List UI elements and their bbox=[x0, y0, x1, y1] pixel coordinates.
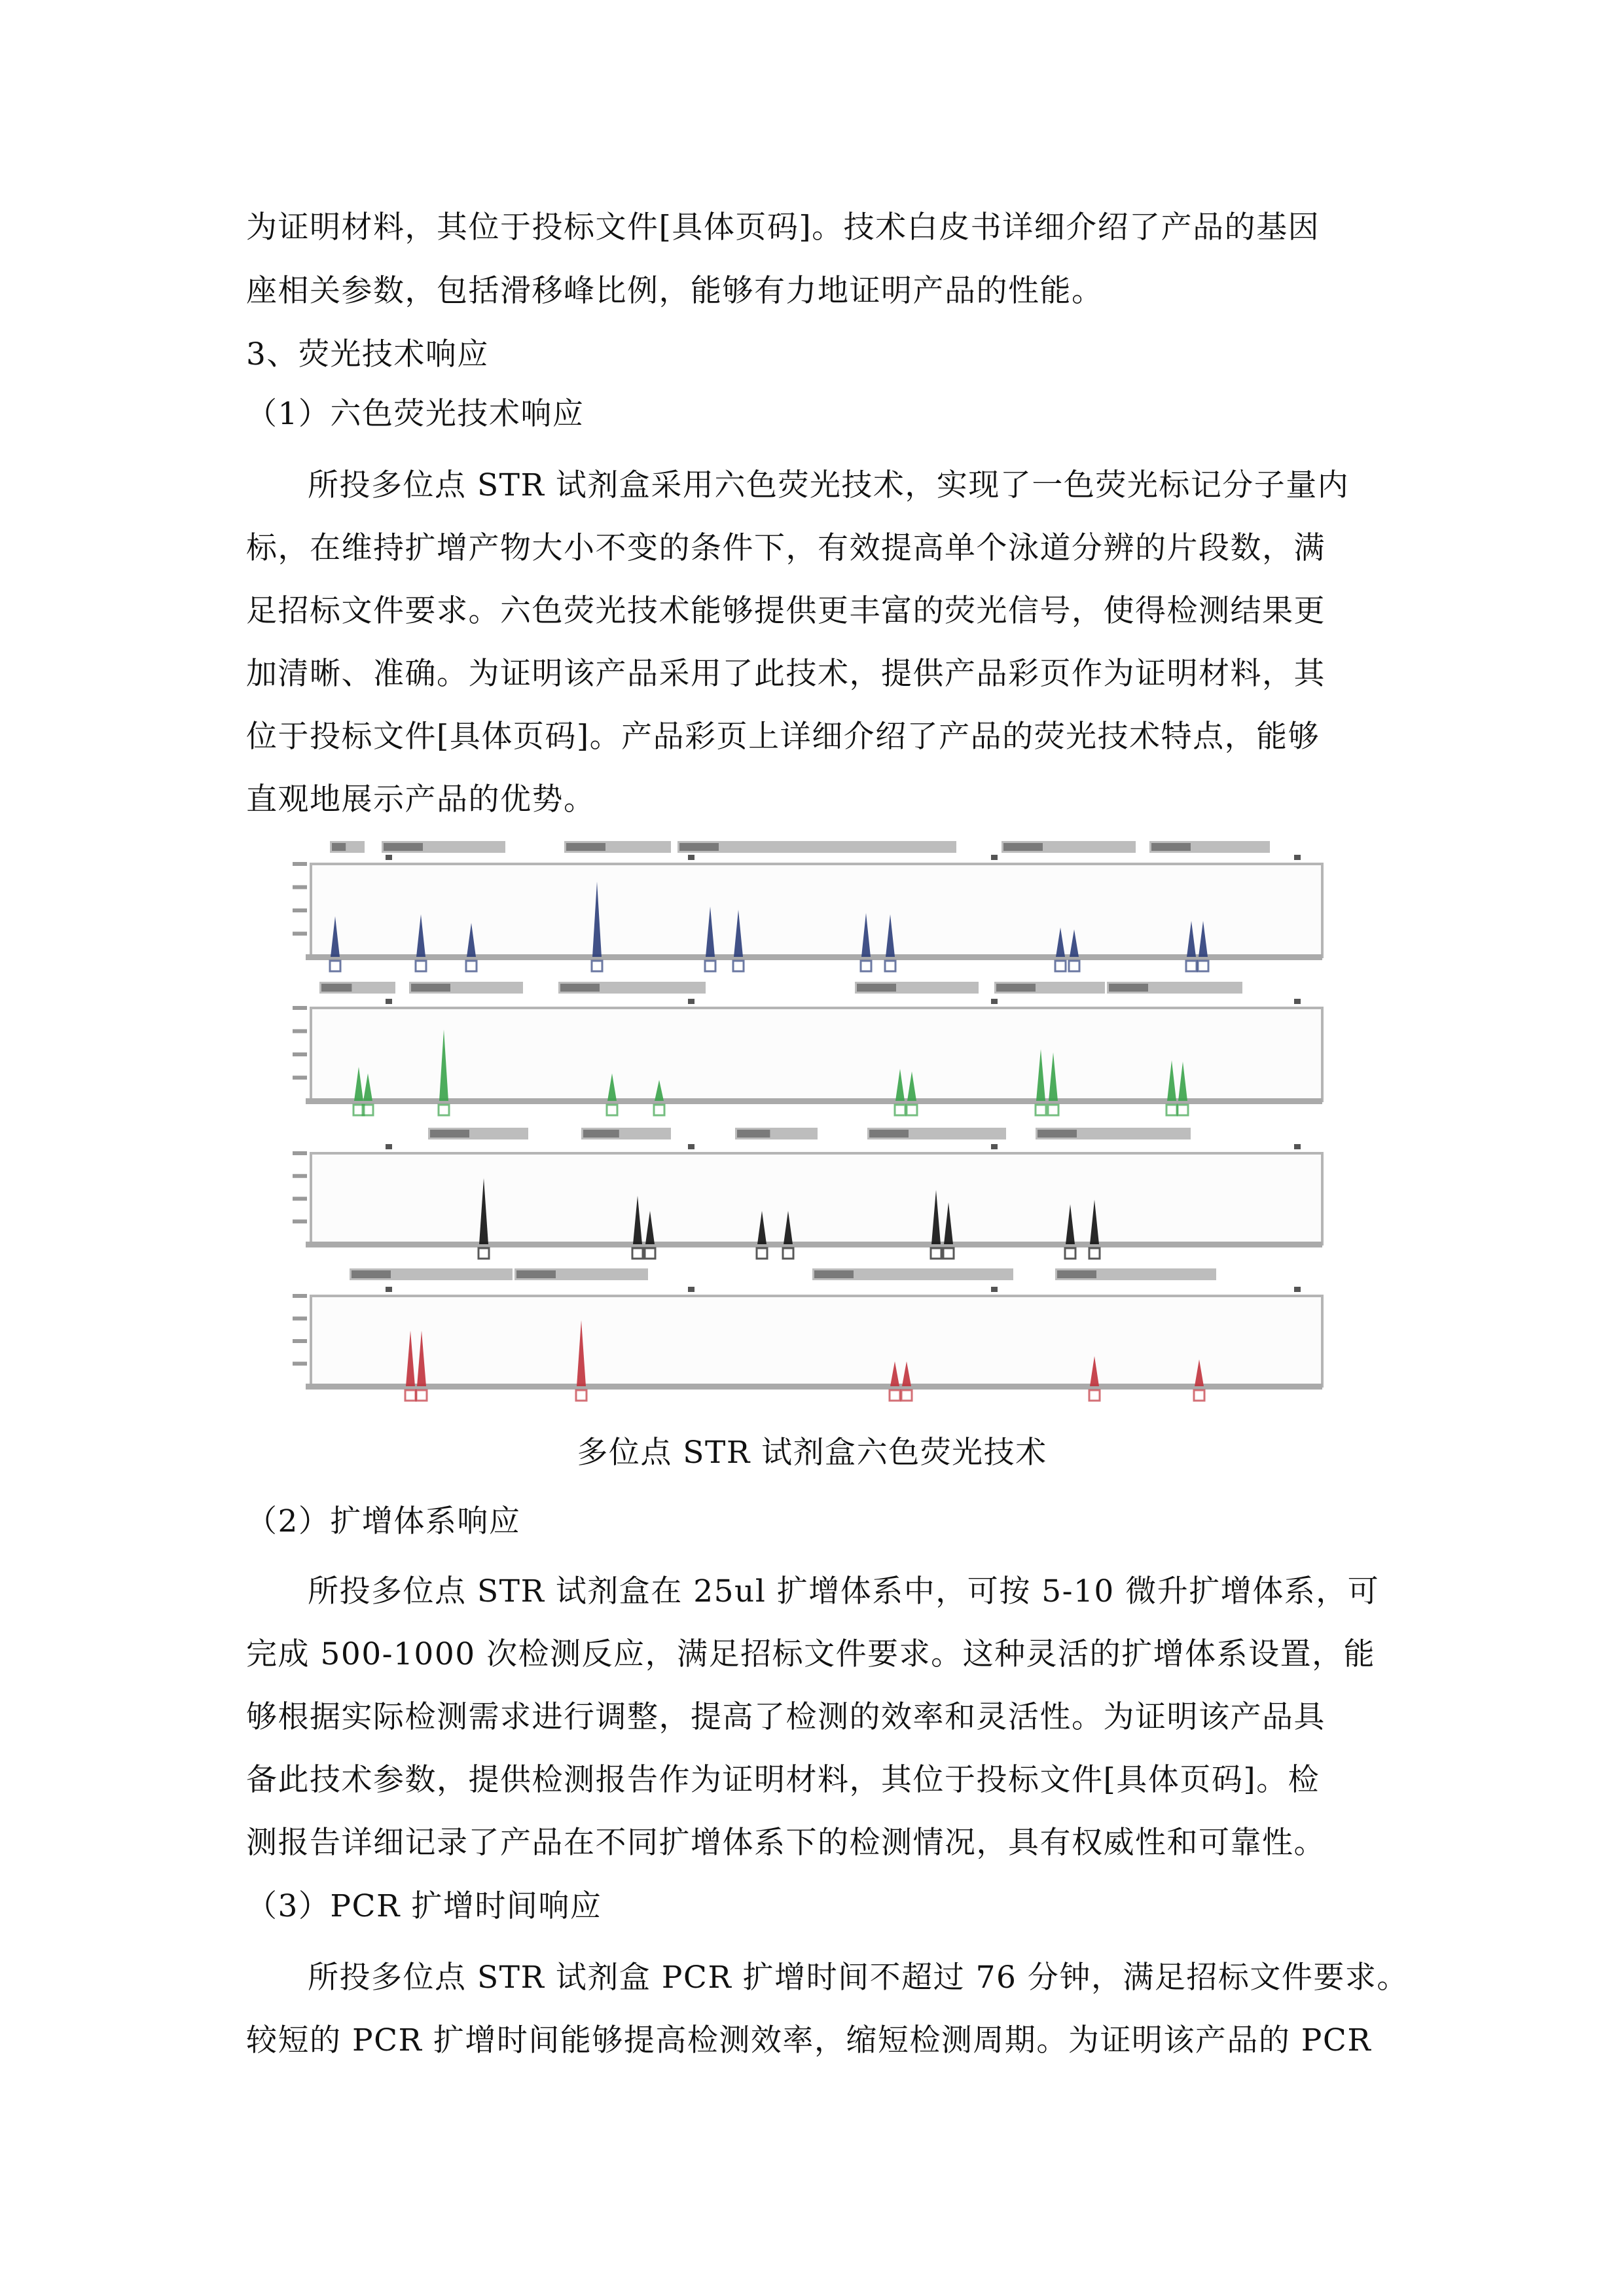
y-tick-label bbox=[293, 886, 307, 889]
allele-call-box bbox=[330, 961, 340, 971]
size-marker-icon bbox=[688, 1144, 695, 1149]
allele-call-box bbox=[885, 961, 895, 971]
locus-label-text bbox=[1109, 984, 1148, 992]
sub2-para-line: 够根据实际检测需求进行调整，提高了检测的效率和灵活性。为证明该产品具 bbox=[246, 1699, 1326, 1735]
locus-label-text bbox=[411, 984, 450, 992]
size-marker-icon bbox=[688, 999, 695, 1004]
allele-call-box bbox=[1194, 1390, 1204, 1401]
sub1-para-line: 足招标文件要求。六色荧光技术能够提供更丰富的荧光信号，使得检测结果更 bbox=[246, 593, 1326, 629]
y-tick-label bbox=[293, 1006, 307, 1010]
sub2-heading: （2）扩增体系响应 bbox=[246, 1503, 521, 1539]
allele-call-box bbox=[1065, 1248, 1075, 1259]
sub1-para-line: 位于投标文件[具体页码]。产品彩页上详细介绍了产品的荧光技术特点，能够 bbox=[246, 719, 1320, 755]
intro-line-2: 座相关参数，包括滑移峰比例，能够有力地证明产品的性能。 bbox=[246, 273, 1104, 309]
baseline bbox=[306, 1242, 1322, 1247]
allele-call-box bbox=[931, 1248, 941, 1259]
sub2-para-line: 完成 500-1000 次检测反应，满足招标文件要求。这种灵活的扩增体系设置，能 bbox=[246, 1636, 1376, 1672]
allele-call-box bbox=[416, 961, 426, 971]
allele-call-box bbox=[943, 1248, 954, 1259]
locus-label-text bbox=[430, 1130, 469, 1138]
locus-label-text bbox=[516, 1270, 556, 1278]
sub3-para-line: 较短的 PCR 扩增时间能够提高检测效率，缩短检测周期。为证明该产品的 PCR bbox=[246, 2022, 1372, 2058]
sub1-heading: （1）六色荧光技术响应 bbox=[246, 396, 585, 432]
section-heading: 3、荧光技术响应 bbox=[246, 336, 489, 372]
y-tick-label bbox=[293, 1317, 307, 1321]
locus-label-text bbox=[583, 1130, 619, 1138]
locus-label-text bbox=[560, 984, 600, 992]
sub1-para-line: 加清晰、准确。为证明该产品采用了此技术，提供产品彩页作为证明材料，其 bbox=[246, 656, 1326, 692]
size-marker-icon bbox=[991, 1287, 998, 1292]
electropherogram-figure bbox=[262, 831, 1362, 1420]
locus-label-text bbox=[1003, 843, 1043, 851]
allele-call-box bbox=[1048, 1105, 1058, 1115]
size-marker-icon bbox=[991, 1144, 998, 1149]
size-marker-icon bbox=[1294, 1144, 1301, 1149]
locus-label-text bbox=[566, 843, 605, 851]
allele-call-box bbox=[733, 961, 744, 971]
sub3-para-line: 所投多位点 STR 试剂盒 PCR 扩增时间不超过 76 分钟，满足招标文件要求。 bbox=[308, 1960, 1409, 1996]
locus-label-text bbox=[384, 843, 423, 851]
size-marker-icon bbox=[1294, 1287, 1301, 1292]
size-marker-icon bbox=[386, 999, 392, 1004]
locus-label-text bbox=[1151, 843, 1191, 851]
allele-call-box bbox=[705, 961, 715, 971]
allele-call-box bbox=[592, 961, 602, 971]
locus-label-text bbox=[332, 843, 346, 851]
y-tick-label bbox=[293, 1174, 307, 1178]
locus-label-text bbox=[814, 1270, 854, 1278]
allele-call-box bbox=[1166, 1105, 1177, 1115]
y-tick-label bbox=[293, 862, 307, 866]
allele-call-box bbox=[895, 1105, 905, 1115]
locus-label-bar bbox=[677, 841, 956, 853]
allele-call-box bbox=[1069, 961, 1079, 971]
baseline bbox=[306, 1384, 1322, 1390]
size-marker-icon bbox=[1294, 999, 1301, 1004]
size-marker-icon bbox=[1294, 855, 1301, 860]
locus-label-text bbox=[352, 1270, 391, 1278]
sub2-para-line: 所投多位点 STR 试剂盒在 25ul 扩增体系中，可按 5-10 微升扩增体系，可 bbox=[308, 1573, 1380, 1609]
y-tick-label bbox=[293, 1362, 307, 1366]
locus-label-text bbox=[857, 984, 896, 992]
size-marker-icon bbox=[688, 1287, 695, 1292]
locus-label-text bbox=[679, 843, 719, 851]
sub2-para-line: 备此技术参数，提供检测报告作为证明材料，其位于投标文件[具体页码]。检 bbox=[246, 1762, 1320, 1798]
allele-call-box bbox=[783, 1248, 793, 1259]
y-tick-label bbox=[293, 1052, 307, 1056]
allele-call-box bbox=[654, 1105, 664, 1115]
allele-call-box bbox=[478, 1248, 489, 1259]
allele-call-box bbox=[901, 1390, 912, 1401]
size-marker-icon bbox=[386, 855, 392, 860]
y-tick-label bbox=[293, 908, 307, 912]
panel-frame bbox=[311, 864, 1322, 957]
panel-frame bbox=[311, 1296, 1322, 1386]
panel-frame bbox=[311, 1153, 1322, 1244]
allele-call-box bbox=[576, 1390, 586, 1401]
allele-call-box bbox=[466, 961, 477, 971]
allele-call-box bbox=[861, 961, 871, 971]
sub1-para-line: 标，在维持扩增产物大小不变的条件下，有效提高单个泳道分辨的片段数，满 bbox=[246, 530, 1326, 566]
size-marker-icon bbox=[386, 1287, 392, 1292]
allele-call-box bbox=[1036, 1105, 1046, 1115]
locus-label-text bbox=[321, 984, 352, 992]
y-tick-label bbox=[293, 1294, 307, 1298]
y-tick-label bbox=[293, 1197, 307, 1201]
locus-label-text bbox=[996, 984, 1036, 992]
allele-call-box bbox=[1198, 961, 1208, 971]
allele-call-box bbox=[607, 1105, 617, 1115]
allele-call-box bbox=[890, 1390, 900, 1401]
sub3-heading: （3）PCR 扩增时间响应 bbox=[246, 1888, 602, 1924]
allele-call-box bbox=[907, 1105, 917, 1115]
sub1-para-line: 所投多位点 STR 试剂盒采用六色荧光技术，实现了一色荧光标记分子量内 bbox=[308, 467, 1350, 503]
figure-caption: 多位点 STR 试剂盒六色荧光技术 bbox=[577, 1435, 1047, 1471]
allele-call-box bbox=[1055, 961, 1066, 971]
locus-label-text bbox=[1057, 1270, 1096, 1278]
sub1-para-line: 直观地展示产品的优势。 bbox=[246, 781, 596, 817]
baseline bbox=[306, 954, 1322, 960]
allele-call-box bbox=[416, 1390, 427, 1401]
locus-label-text bbox=[869, 1130, 909, 1138]
size-marker-icon bbox=[991, 999, 998, 1004]
locus-label-text bbox=[1038, 1130, 1077, 1138]
y-tick-label bbox=[293, 1151, 307, 1155]
allele-call-box bbox=[632, 1248, 643, 1259]
y-tick-label bbox=[293, 1030, 307, 1033]
allele-call-box bbox=[1186, 961, 1197, 971]
allele-call-box bbox=[405, 1390, 416, 1401]
allele-call-box bbox=[1178, 1105, 1188, 1115]
size-marker-icon bbox=[991, 855, 998, 860]
size-marker-icon bbox=[688, 855, 695, 860]
locus-label-text bbox=[737, 1130, 770, 1138]
y-tick-label bbox=[293, 932, 307, 936]
intro-line-1: 为证明材料，其位于投标文件[具体页码]。技术白皮书详细介绍了产品的基因 bbox=[246, 209, 1320, 245]
y-tick-label bbox=[293, 1076, 307, 1080]
allele-call-box bbox=[1089, 1390, 1100, 1401]
size-marker-icon bbox=[386, 1144, 392, 1149]
y-tick-label bbox=[293, 1219, 307, 1223]
allele-call-box bbox=[439, 1105, 449, 1115]
sub2-para-line: 测报告详细记录了产品在不同扩增体系下的检测情况，具有权威性和可靠性。 bbox=[246, 1825, 1326, 1861]
allele-call-box bbox=[1089, 1248, 1100, 1259]
y-tick-label bbox=[293, 1339, 307, 1343]
allele-call-box bbox=[757, 1248, 767, 1259]
allele-call-box bbox=[645, 1248, 655, 1259]
